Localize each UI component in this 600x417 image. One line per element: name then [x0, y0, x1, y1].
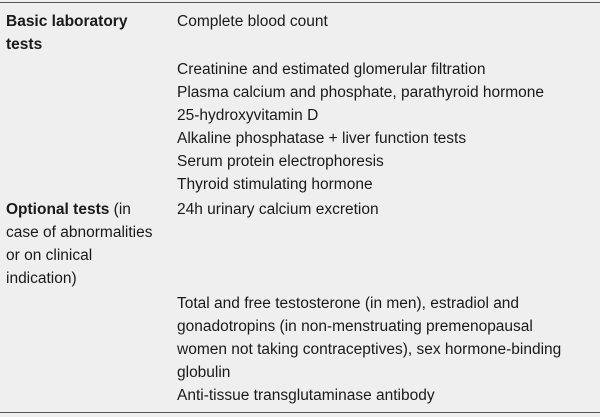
table-row: 25-hydroxyvitamin D [177, 107, 319, 124]
table-top-rule [0, 2, 600, 3]
basic-tests-label [6, 10, 166, 56]
table-row: Creatinine and estimated glomerular filtration [177, 61, 486, 78]
table-row: gonadotropins (in non-menstruating premenopausal [177, 318, 533, 335]
table-row: women not taking contraceptives), sex hormone-binding [177, 341, 562, 358]
optional-tests-label [6, 198, 166, 290]
table-row: Total and free testosterone (in men), estradiol and [177, 295, 520, 312]
basic-tests-label-bold: Basic laboratory tests [6, 13, 128, 53]
table-row: Serum protein electrophoresis [177, 153, 384, 170]
optional-tests-label-note: (in case of abnormalities or on clinical indication) [6, 201, 153, 287]
table-row: globulin [177, 364, 231, 381]
table-row: Complete blood count [177, 13, 328, 30]
table-row: Alkaline phosphatase + liver function tests [177, 130, 467, 147]
table-row: 24h urinary calcium excretion [177, 201, 379, 218]
table-bottom-rule [0, 412, 600, 413]
table-row: Anti-tissue transglutaminase antibody [177, 387, 435, 404]
table-row: Plasma calcium and phosphate, parathyroid hormone [177, 84, 545, 101]
table-row: Thyroid stimulating hormone [177, 176, 373, 193]
optional-tests-label-bold: Optional tests [6, 201, 110, 218]
